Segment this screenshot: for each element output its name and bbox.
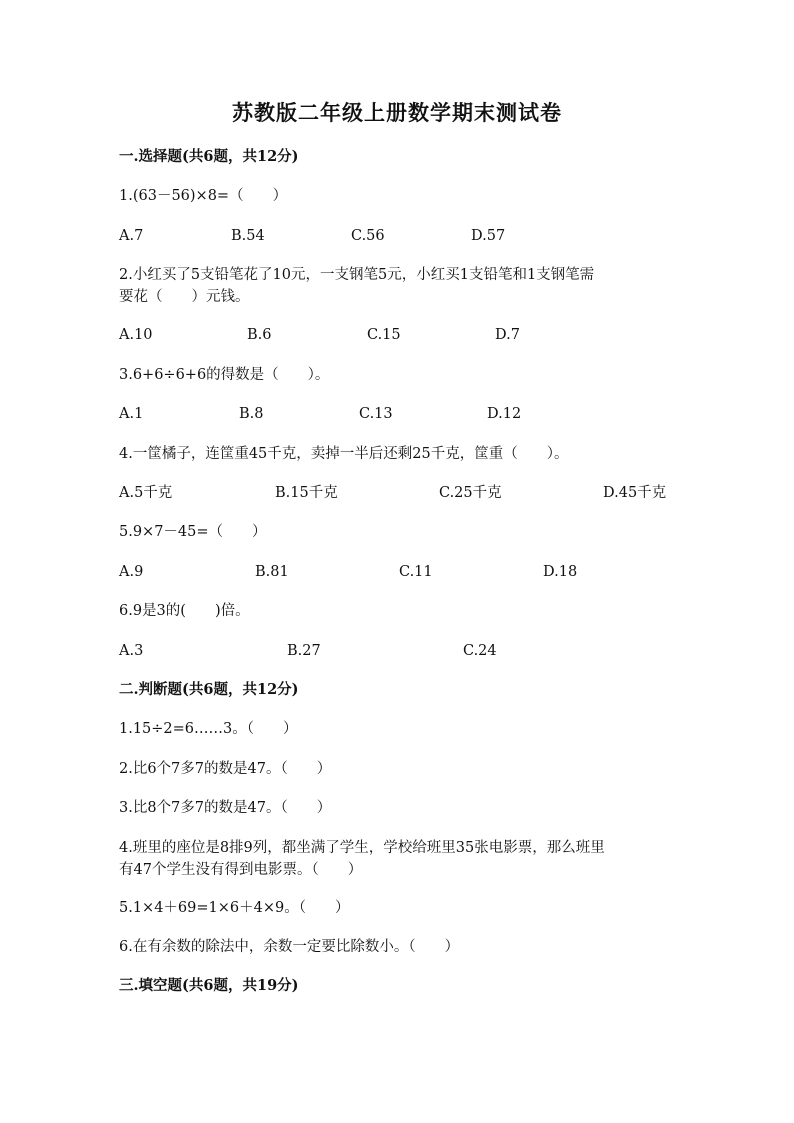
choice-q2-option-c: C.15: [367, 327, 401, 343]
choice-q3-option-a: A.1: [119, 406, 144, 422]
choice-q6-option-a: A.3: [119, 643, 144, 659]
choice-q5-option-a: A.9: [119, 564, 144, 580]
judgement-question-1: 1.15÷2=6……3。（ ）: [119, 721, 298, 737]
choice-q4-option-b: B.15千克: [275, 485, 338, 501]
choice-q4-option-c: C.25千克: [439, 485, 502, 501]
choice-q4-option-d: D.45千克: [603, 485, 667, 501]
page-title: 苏教版二年级上册数学期末测试卷: [232, 100, 562, 125]
choice-q1-option-d: D.57: [471, 228, 506, 244]
choice-q4-option-a: A.5千克: [119, 485, 173, 501]
choice-q5-option-d: D.18: [543, 564, 578, 580]
judgement-question-3: 3.比8个7多7的数是47。（ ）: [119, 800, 332, 816]
choice-q2-option-b: B.6: [247, 327, 272, 343]
choice-q3-option-c: C.13: [359, 406, 393, 422]
choice-question-1: 1.(63－56)×8=（ ）: [119, 188, 288, 204]
choice-q1-option-a: A.7: [119, 228, 144, 244]
choice-question-2-line2: 要花（ ）元钱。: [119, 289, 250, 305]
choice-question-2-line1: 2.小红买了5支铅笔花了10元，一支钢笔5元，小红买1支铅笔和1支钢笔需: [119, 267, 595, 283]
choice-q6-option-c: C.24: [463, 643, 497, 659]
section-heading-judgement: 二.判断题(共6题，共12分): [119, 681, 299, 698]
choice-q2-option-d: D.7: [495, 327, 520, 343]
choice-question-6: 6.9是3的( )倍。: [119, 603, 250, 619]
choice-q1-option-c: C.56: [351, 228, 385, 244]
judgement-question-5: 5.1×4＋69=1×6＋4×9。（ ）: [119, 900, 350, 916]
choice-q2-option-a: A.10: [119, 327, 153, 343]
choice-question-3: 3.6+6÷6+6的得数是（ ）。: [119, 367, 330, 383]
choice-q1-option-b: B.54: [231, 228, 265, 244]
judgement-question-4-line2: 有47个学生没有得到电影票。（ ）: [119, 862, 363, 878]
choice-q5-option-c: C.11: [399, 564, 433, 580]
choice-q3-option-d: D.12: [487, 406, 522, 422]
judgement-question-2: 2.比6个7多7的数是47。（ ）: [119, 761, 332, 777]
choice-q5-option-b: B.81: [255, 564, 289, 580]
choice-q6-option-b: B.27: [287, 643, 321, 659]
section-heading-choice: 一.选择题(共6题，共12分): [119, 148, 299, 165]
judgement-question-6: 6.在有余数的除法中，余数一定要比除数小。（ ）: [119, 939, 460, 955]
choice-q3-option-b: B.8: [239, 406, 264, 422]
choice-question-4: 4.一筐橘子，连筐重45千克，卖掉一半后还剩25千克，筐重（ ）。: [119, 446, 569, 462]
section-heading-fill-blank: 三.填空题(共6题，共19分): [119, 977, 299, 994]
judgement-question-4-line1: 4.班里的座位是8排9列，都坐满了学生，学校给班里35张电影票，那么班里: [119, 840, 605, 856]
choice-question-5: 5.9×7－45=（ ）: [119, 524, 267, 540]
